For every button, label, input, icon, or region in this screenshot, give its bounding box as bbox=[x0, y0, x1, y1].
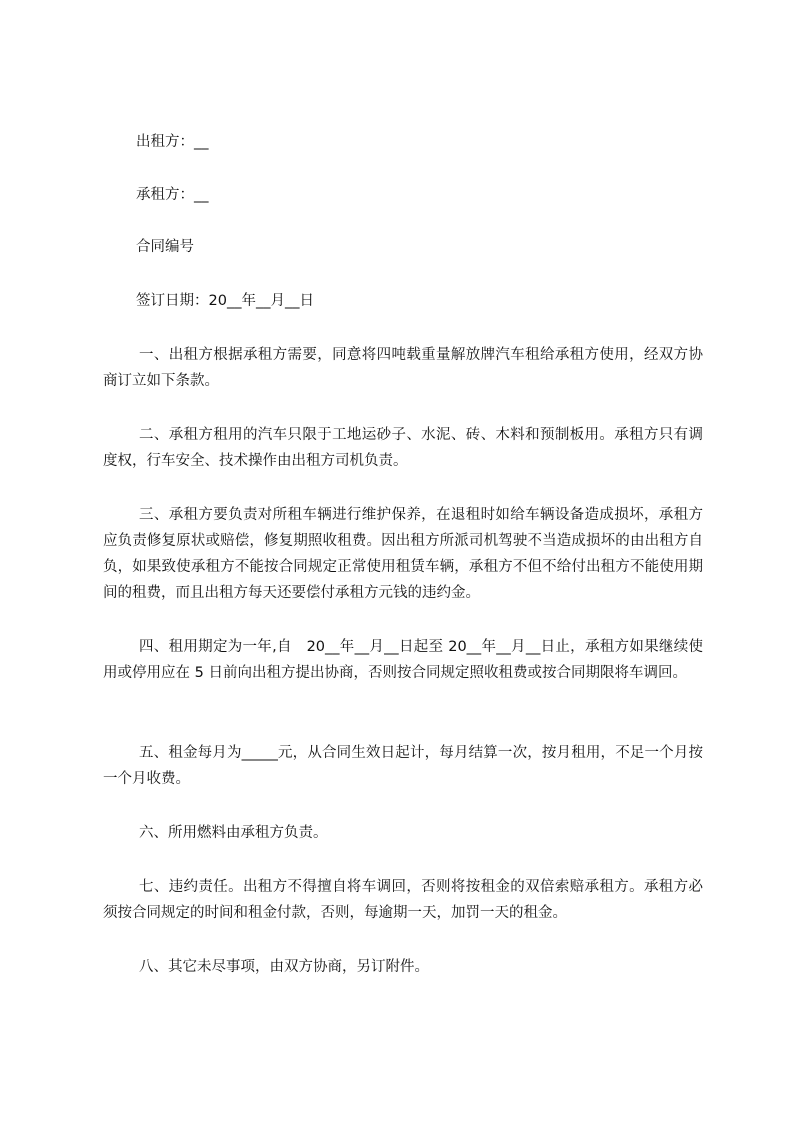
contract-number-line: 合同编号 bbox=[136, 239, 194, 255]
clause-3: 三、承租方要负责对所租车辆进行维护保养，在退租时如给车辆设备造成损坏，承租方应负责修复原状或赔偿，修复期照收租费。因出租方所派司机驾驶不当造成损坏的由出租方自负，如果致使承租方不能按合同规定正常使用租赁车辆，承租方不但不给付出租方不能使用期间的租费，而且出租方每天还要偿付承租方元钱的违约金。 bbox=[103, 507, 703, 601]
clause-5: 五、租金每月为_____元，从合同生效日起计，每月结算一次，按月租用，不足一个月按一个月收费。 bbox=[103, 745, 703, 787]
clause-8: 八、其它未尽事项，由双方协商，另订附件。 bbox=[139, 959, 429, 975]
lessee-line: 承租方：__ bbox=[136, 187, 209, 203]
clause-7: 七、违约责任。出租方不得擅自将车调回，否则将按租金的双倍索赔承租方。承租方必须按合同规定的时间和租金付款，否则，每逾期一天，加罚一天的租金。 bbox=[103, 879, 703, 921]
clause-6: 六、所用燃料由承租方负责。 bbox=[139, 825, 328, 841]
lessor-line: 出租方：__ bbox=[136, 134, 209, 150]
clause-1: 一、出租方根据承租方需要，同意将四吨载重量解放牌汽车租给承租方使用，经双方协商订立如下条款。 bbox=[103, 347, 703, 389]
sign-date-line: 签订日期：20__年__月__日 bbox=[136, 293, 314, 309]
clause-4: 四、租用期定为一年,自 20__年__月__日起至 20__年__月__日止，承租方如果继续使用或停用应在 5 日前向出租方提出协商，否则按合同规定照收租费或按合同期限将车调回。 bbox=[103, 639, 703, 681]
clause-2: 二、承租方租用的汽车只限于工地运砂子、水泥、砖、木料和预制板用。承租方只有调度权，行车安全、技术操作由出租方司机负责。 bbox=[103, 427, 703, 469]
